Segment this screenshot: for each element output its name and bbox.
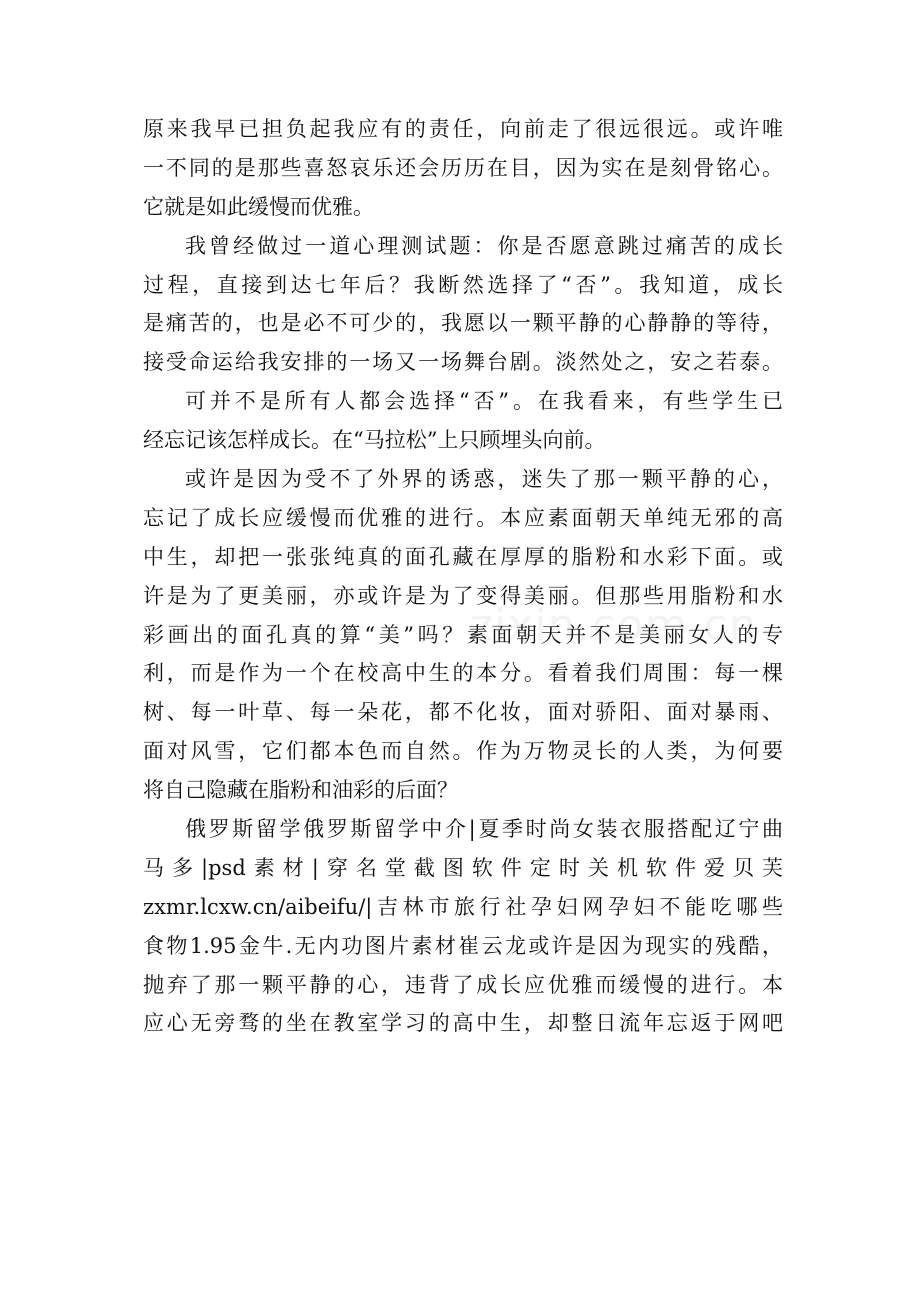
text-line: 面对风雪，它们都本色而自然。作为万物灵长的人类，为何要 bbox=[143, 739, 783, 764]
text-line: 马多|psd素材|穿名堂截图软件定时关机软件爱贝芙 bbox=[143, 855, 783, 880]
text-line: 过程，直接到达七年后？我断然选择了“否”。我知道，成长 bbox=[143, 272, 783, 297]
text-line: 一不同的是那些喜怒哀乐还会历历在目，因为实在是刻骨铭心。 bbox=[143, 155, 783, 180]
text-line: 或许是因为受不了外界的诱惑，迷失了那一颗平静的心， bbox=[185, 467, 783, 492]
text-line: 食物1.95金牛.无内功图片素材崔云龙或许是因为现实的残酷， bbox=[143, 933, 783, 958]
text-line: 经忘记该怎样成长。在“马拉松”上只顾埋头向前。 bbox=[143, 428, 606, 453]
text-line: 应心无旁骛的坐在教室学习的高中生，却整日流年忘返于网吧 bbox=[143, 1011, 783, 1036]
text-line: 俄罗斯留学俄罗斯留学中介|夏季时尚女装衣服搭配辽宁曲 bbox=[185, 817, 783, 842]
body-text bbox=[143, 110, 783, 1043]
text-line: 树、每一叶草、每一朵花，都不化妆，面对骄阳、面对暴雨、 bbox=[143, 700, 783, 725]
text-line: 许是为了更美丽，亦或许是为了变得美丽。但那些用脂粉和水 bbox=[143, 583, 783, 608]
text-line: zxmr.lcxw.cn/aibeifu/|吉林市旅行社孕妇网孕妇不能吃哪些 bbox=[143, 894, 783, 919]
text-line: 忘记了成长应缓慢而优雅的进行。本应素面朝天单纯无邪的高 bbox=[143, 505, 783, 530]
text-line: 它就是如此缓慢而优雅。 bbox=[143, 194, 374, 219]
text-line: 将自己隐藏在脂粉和油彩的后面？ bbox=[143, 778, 458, 803]
text-line: 利，而是作为一个在校高中生的本分。看着我们周围：每一棵 bbox=[143, 661, 783, 686]
text-line: 抛弃了那一颗平静的心，违背了成长应优雅而缓慢的进行。本 bbox=[143, 972, 783, 997]
text-line: 彩画出的面孔真的算“美”吗？素面朝天并不是美丽女人的专 bbox=[143, 622, 783, 647]
text-line: 原来我早已担负起我应有的责任，向前走了很远很远。或许唯 bbox=[143, 117, 783, 141]
text-line: 是痛苦的，也是必不可少的，我愿以一颗平静的心静静的等待， bbox=[143, 311, 783, 336]
text-line: 接受命运给我安排的一场又一场舞台剧。淡然处之，安之若泰。 bbox=[143, 350, 783, 375]
text-line: 可并不是所有人都会选择“否”。在我看来，有些学生已 bbox=[185, 389, 783, 414]
text-line: 我曾经做过一道心理测试题：你是否愿意跳过痛苦的成长 bbox=[185, 233, 783, 258]
text-line: 中生，却把一张张纯真的面孔藏在厚厚的脂粉和水彩下面。或 bbox=[143, 544, 783, 569]
